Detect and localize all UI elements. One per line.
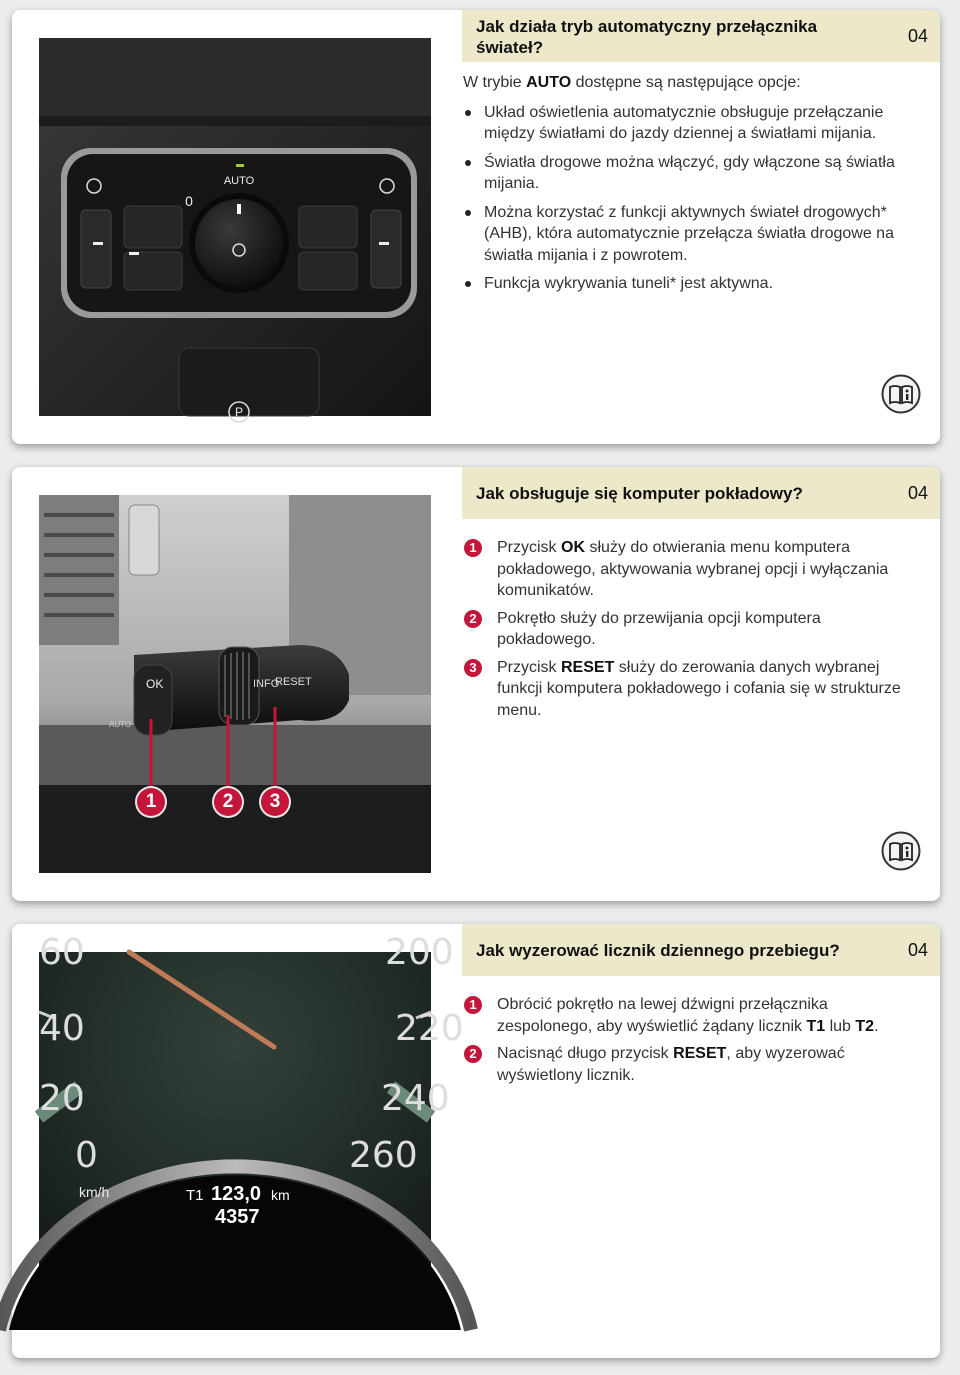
manual-book-icon[interactable] xyxy=(881,374,921,414)
section-body xyxy=(463,994,923,1092)
callout-1: 1 xyxy=(137,788,165,816)
gauge-photo xyxy=(39,932,464,1330)
chapter-number: 04 xyxy=(907,483,928,503)
step-bold: RESET xyxy=(561,658,615,676)
list-item xyxy=(463,1043,923,1086)
section-card-trip-computer xyxy=(12,467,940,901)
step-number: 1 xyxy=(464,996,482,1014)
speed-unit: km/h xyxy=(79,1184,110,1200)
light-switch-illustration xyxy=(39,38,431,419)
section-header xyxy=(462,467,940,519)
section-card-lights xyxy=(12,10,940,444)
step-text: służy do otwierania menu komputera pokładowego, aktywowania wybranej opcji i wyłączania komunikatów. xyxy=(497,539,889,599)
section-title: Jak obsługuje się komputer pokładowy? xyxy=(476,484,803,503)
list-item xyxy=(463,608,923,651)
list-item: Układ oświetlenia automatycznie obsługuje przełączanie między światłami do jazdy dziennej a światłami mijania. xyxy=(463,102,923,145)
section-header xyxy=(462,10,940,62)
zero-label: 0 xyxy=(185,193,193,209)
step-list xyxy=(463,994,923,1086)
step-number: 3 xyxy=(464,659,482,677)
step-text: . xyxy=(874,1017,879,1035)
step-text: Nacisnąć długo przycisk xyxy=(497,1045,674,1062)
callout-2: 2 xyxy=(214,788,242,816)
chapter-number: 04 xyxy=(907,26,928,46)
scale-240: 240 xyxy=(381,1078,450,1119)
section-title: Jak działa tryb automatyczny przełącznika świateł? xyxy=(476,17,818,57)
step-text: Przycisk xyxy=(497,658,561,676)
step-text: , aby wyzerować wyświetlony licznik. xyxy=(497,1045,845,1084)
scale-200: 200 xyxy=(385,932,454,973)
step-text: lub xyxy=(825,1017,856,1035)
callout-3: 3 xyxy=(261,788,289,816)
odometer-value: 4357 xyxy=(215,1206,260,1228)
auto-label: AUTO xyxy=(109,720,132,729)
section-card-trip-reset xyxy=(12,924,940,1358)
trip-unit: km xyxy=(271,1187,290,1203)
scale-260: 260 xyxy=(349,1135,418,1176)
ok-label: OK xyxy=(146,677,164,691)
park-label: P xyxy=(234,405,244,419)
step-text: Przycisk xyxy=(497,539,561,556)
list-item xyxy=(463,537,923,602)
section-body xyxy=(463,537,923,727)
intro-bold: AUTO xyxy=(526,74,572,91)
scale-60: 60 xyxy=(39,932,85,973)
scale-220: 220 xyxy=(395,1008,464,1049)
reset-label: RESET xyxy=(275,676,312,688)
stalk-illustration xyxy=(39,495,431,873)
list-item: Funkcja wykrywania tuneli* jest aktywna. xyxy=(463,273,923,295)
step-number: 2 xyxy=(464,610,482,628)
list-item: Można korzystać z funkcji aktywnych świateł drogowych* (AHB), która automatycznie przełącza światła drogowe na światła mijania i z powrotem. xyxy=(463,202,923,267)
chapter-number: 04 xyxy=(907,940,928,960)
auto-label: AUTO xyxy=(223,175,255,187)
trip-label: T1 xyxy=(186,1187,204,1204)
section-header xyxy=(462,924,940,976)
intro-suffix: dostępne są następujące opcje: xyxy=(571,74,801,91)
light-switch-photo xyxy=(39,38,431,419)
step-bold: T1 xyxy=(806,1017,826,1035)
list-item: Światła drogowe można włączyć, gdy włączone są światła mijania. xyxy=(463,152,923,195)
list-item xyxy=(463,994,923,1037)
list-item xyxy=(463,657,923,722)
speedometer-illustration xyxy=(39,932,464,1330)
trip-value: 123,0 xyxy=(211,1183,262,1205)
intro-prefix: W trybie xyxy=(463,74,527,91)
info-label: INFO xyxy=(253,678,280,690)
step-bold: T2 xyxy=(855,1017,875,1035)
scale-20: 20 xyxy=(39,1078,85,1119)
step-text: Obrócić pokrętło na lewej dźwigni przełącznika zespolonego, aby wyświetlić żądany licznik xyxy=(497,996,828,1035)
scale-40: 40 xyxy=(39,1008,85,1049)
step-bold: RESET xyxy=(673,1045,727,1062)
step-bold: OK xyxy=(561,539,585,556)
section-title: Jak wyzerować licznik dziennego przebiegu? xyxy=(476,941,840,960)
option-list xyxy=(463,102,923,295)
section-body xyxy=(463,72,923,302)
step-number: 2 xyxy=(464,1045,482,1063)
stalk-photo xyxy=(39,495,431,873)
intro-text xyxy=(463,72,923,94)
step-text: służy do zerowania danych wybranej funkcji komputera pokładowego i cofania się w strukturze menu. xyxy=(497,658,901,719)
step-list xyxy=(463,537,923,721)
manual-book-icon[interactable] xyxy=(881,831,921,871)
scale-0: 0 xyxy=(75,1135,98,1176)
step-text: Pokrętło służy do przewijania opcji komputera pokładowego. xyxy=(497,609,821,648)
step-number: 1 xyxy=(464,539,482,557)
